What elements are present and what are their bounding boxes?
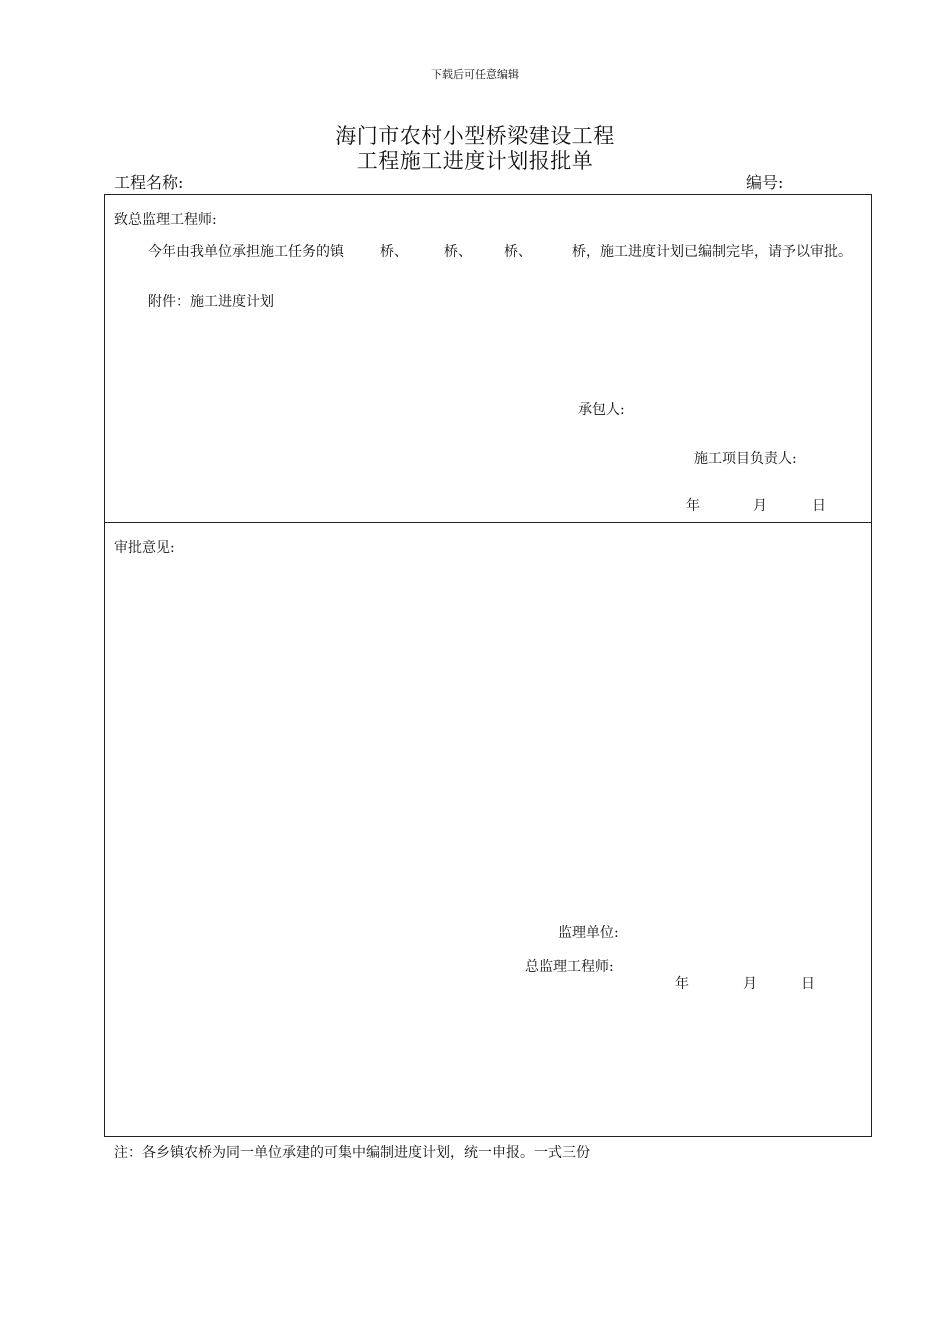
- number-label: 编号:: [746, 173, 784, 192]
- approval-date-month: 月: [743, 976, 757, 992]
- addressee-line: 致总监理工程师:: [114, 212, 217, 228]
- approval-form: [104, 194, 872, 1137]
- body-segment-bridge-3: 桥、: [504, 244, 532, 260]
- document-subtitle: 工程施工进度计划报批单: [356, 149, 594, 173]
- supervision-unit-label: 监理单位:: [558, 925, 619, 941]
- body-segment-town: 今年由我单位承担施工任务的镇: [148, 244, 344, 260]
- project-manager-label: 施工项目负责人:: [694, 451, 797, 467]
- contractor-label: 承包人:: [578, 402, 625, 418]
- attachment-line: 附件：施工进度计划: [148, 294, 274, 310]
- application-date-year: 年: [686, 498, 700, 514]
- chief-engineer-label: 总监理工程师:: [525, 959, 614, 975]
- approval-date-year: 年: [675, 976, 689, 992]
- application-date-month: 月: [753, 498, 767, 514]
- project-name-label: 工程名称:: [114, 173, 184, 192]
- footnote: 注：各乡镇农桥为同一单位承建的可集中编制进度计划，统一申报。一式三份: [114, 1145, 590, 1161]
- document-title: 海门市农村小型桥梁建设工程: [335, 124, 615, 148]
- section-divider: [105, 522, 871, 523]
- body-segment-conclusion: 桥，施工进度计划已编制完毕，请予以审批。: [572, 244, 852, 260]
- application-body: [114, 244, 866, 261]
- header-note: 下载后可任意编辑: [431, 68, 519, 81]
- approval-opinion-label: 审批意见:: [114, 540, 175, 556]
- body-segment-bridge-1: 桥、: [380, 244, 408, 260]
- body-segment-bridge-2: 桥、: [444, 244, 472, 260]
- approval-date-day: 日: [801, 976, 815, 992]
- application-date-day: 日: [812, 498, 826, 514]
